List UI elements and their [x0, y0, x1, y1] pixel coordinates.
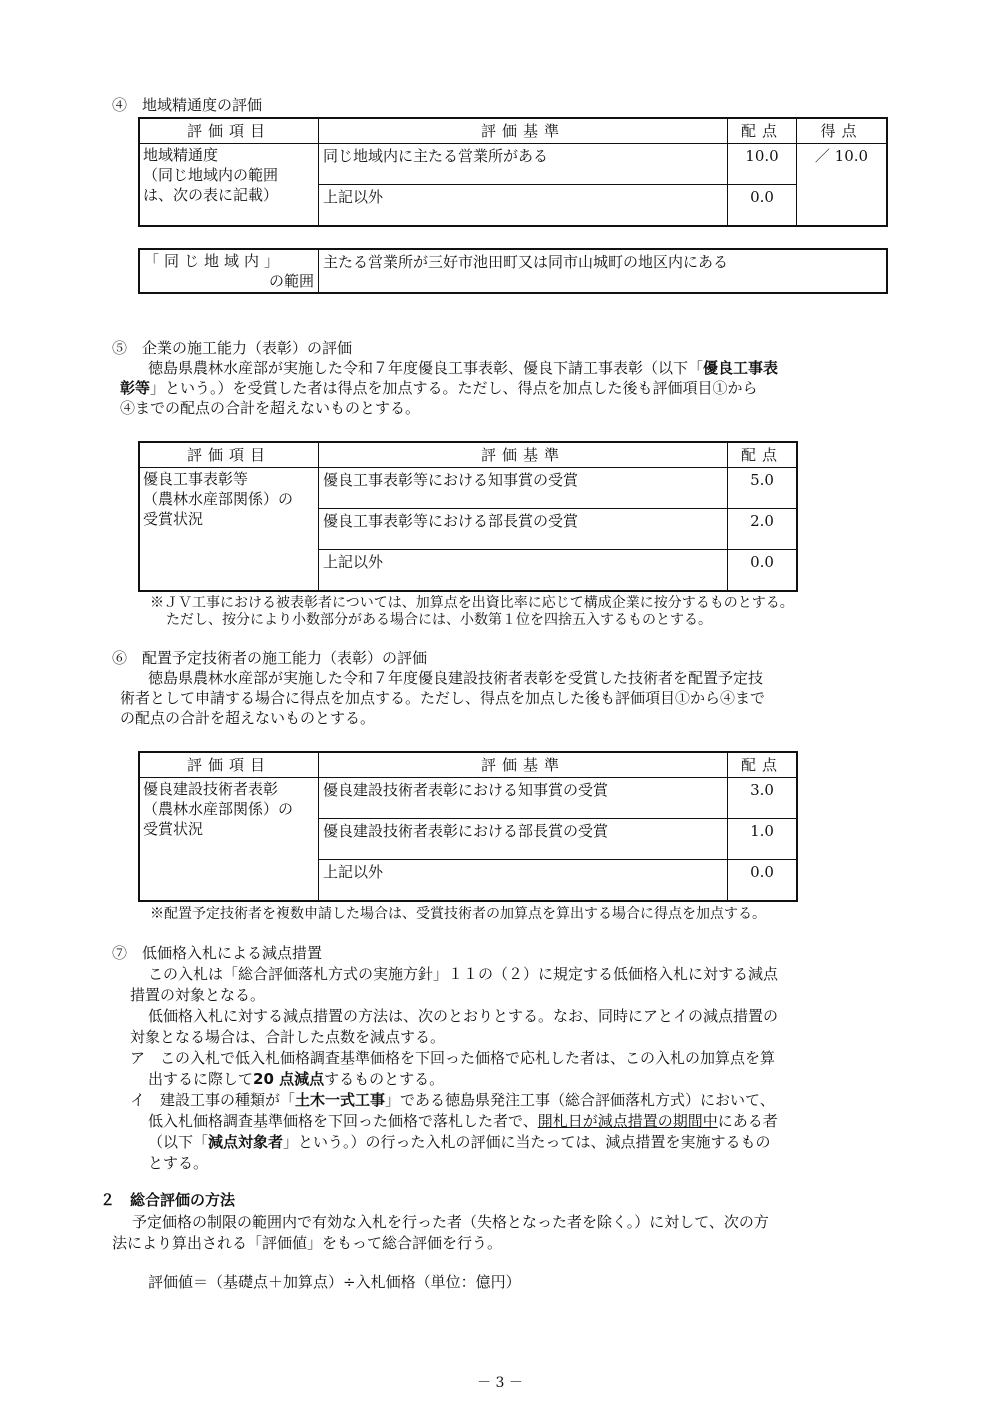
page-number: － 3 －: [477, 1375, 523, 1391]
section-2-heading: ２ 総合評価の方法: [100, 1191, 236, 1209]
header-score: 得点: [797, 118, 888, 144]
header-points: 配点: [728, 442, 798, 468]
item-line: 優良工事表彰等: [143, 470, 249, 488]
item-line: 地域精通度: [143, 146, 219, 164]
header-points: 配点: [728, 118, 797, 144]
points-cell: 5.0: [728, 468, 798, 509]
section-5-heading: ⑤ 企業の施工能力（表彰）の評価: [112, 339, 353, 357]
criteria-cell: 優良建設技術者表彰における知事賞の受賞: [319, 778, 728, 819]
item-cell: [139, 144, 319, 227]
text-span: 」という。）を受賞した者は得点を加点する。ただし、得点を加点した後も評価項目①から: [150, 379, 758, 397]
text-span: 出するに際して: [148, 1070, 254, 1088]
bold-term: 減点対象者: [208, 1133, 284, 1151]
underlined-term: 開札日が減点措置の期間中: [537, 1112, 718, 1130]
section-6-note: ※配置予定技術者を複数申請した場合は、受賞技術者の加算点を算出する場合に得点を加点する。: [150, 906, 766, 922]
text-span: 」という。）の行った入札の評価に当たっては、減点措置を実施するもの: [283, 1133, 771, 1151]
item-line: （農林水産部関係）の: [143, 800, 294, 818]
section-5-paragraph: [120, 378, 758, 398]
section-7-item-i: [130, 1090, 775, 1110]
evaluation-formula: 評価値＝（基礎点＋加算点）÷入札価格（単位：億円）: [148, 1273, 521, 1291]
bold-term: 20 点減点: [253, 1070, 325, 1088]
section-7-paragraph: 措置の対象となる。: [130, 986, 266, 1004]
section-5-note: ただし、按分により小数部分がある場合には、小数第１位を四捨五入するものとする。: [166, 612, 712, 628]
text-span: イ 建設工事の種類が「: [130, 1091, 296, 1109]
criteria-cell: 同じ地域内に主たる営業所がある: [319, 144, 728, 185]
text-span: （以下「: [148, 1133, 209, 1151]
section-2-paragraph: 予定価格の制限の範囲内で有効な入札を行った者（失格となった者を除く。）に対して、次の方: [132, 1213, 769, 1231]
section-5-note: ※ＪＶ工事における被表彰者については、加算点を出資比率に応じて構成企業に按分するものとする。: [150, 595, 794, 611]
text-span: するものとする。: [324, 1070, 445, 1088]
item-cell: [139, 468, 319, 592]
section-7-item-i: [148, 1111, 778, 1131]
text-span: にある者: [717, 1112, 778, 1130]
bold-term: 彰等: [120, 379, 151, 397]
section-6-paragraph: 徳島県農林水産部が実施した令和７年度優良建設技術者表彰を受賞した技術者を配置予定技: [148, 669, 764, 687]
bold-term: 土木一式工事: [295, 1091, 386, 1109]
criteria-cell: 優良工事表彰等における知事賞の受賞: [319, 468, 728, 509]
item-line: 受賞状況: [143, 820, 204, 838]
header-criteria: 評価基準: [319, 118, 728, 144]
text-span: 」である徳島県発注工事（総合評価落札方式）において、: [385, 1091, 775, 1109]
points-cell: 0.0: [728, 550, 798, 592]
same-region-range-table: [138, 248, 888, 294]
section-7-paragraph: 対象となる場合は、合計した点数を減点する。: [130, 1028, 446, 1046]
bold-term: 優良工事表: [703, 359, 779, 377]
regional-familiarity-table: [138, 117, 888, 227]
item-line: 受賞状況: [143, 510, 204, 528]
range-value-cell: 主たる営業所が三好市池田町又は同市山城町の地区内にある: [319, 249, 888, 293]
section-7-item-i: [148, 1132, 771, 1152]
item-line: （農林水産部関係）の: [143, 490, 294, 508]
criteria-cell: 上記以外: [319, 550, 728, 592]
header-criteria: 評価基準: [319, 442, 728, 468]
header-item: 評価項目: [139, 118, 319, 144]
points-cell: 0.0: [728, 860, 798, 902]
section-2-paragraph: 法により算出される「評価値」をもって総合評価を行う。: [112, 1234, 503, 1252]
section-7-item-a: ア この入札で低入札価格調査基準価格を下回った価格で応札した者は、この入札の加算点を算: [130, 1049, 776, 1067]
item-cell: [139, 778, 319, 902]
points-cell: 10.0: [728, 144, 797, 185]
section-4-heading: ④ 地域精通度の評価: [112, 96, 263, 114]
item-line: 優良建設技術者表彰: [143, 780, 279, 798]
criteria-cell: 上記以外: [319, 860, 728, 902]
section-6-heading: ⑥ 配置予定技術者の施工能力（表彰）の評価: [112, 649, 428, 667]
section-5-paragraph: ④までの配点の合計を超えないものとする。: [120, 399, 421, 417]
criteria-cell: 優良工事表彰等における部長賞の受賞: [319, 509, 728, 550]
header-points: 配点: [728, 752, 798, 778]
section-6-paragraph: の配点の合計を超えないものとする。: [120, 709, 376, 727]
range-label-line: の範囲: [268, 272, 314, 290]
section-5-paragraph: [148, 358, 778, 378]
section-7-paragraph: この入札は「総合評価落札方式の実施方針」１１の（２）に規定する低価格入札に対する減点: [148, 965, 779, 983]
header-item: 評価項目: [139, 752, 319, 778]
engineer-award-table: [138, 751, 798, 902]
points-cell: 2.0: [728, 509, 798, 550]
header-item: 評価項目: [139, 442, 319, 468]
section-7-item-a: [148, 1069, 444, 1089]
score-cell: ／ 10.0: [797, 144, 888, 227]
company-award-table: [138, 441, 798, 592]
criteria-cell: 優良建設技術者表彰における部長賞の受賞: [319, 819, 728, 860]
points-cell: 3.0: [728, 778, 798, 819]
item-line: は、次の表に記載）: [143, 186, 279, 204]
criteria-cell: 上記以外: [319, 185, 728, 227]
section-7-item-i: とする。: [148, 1154, 209, 1172]
section-7-heading: ⑦ 低価格入札による減点措置: [112, 944, 323, 962]
section-6-paragraph: 術者として申請する場合に得点を加点する。ただし、得点を加点した後も評価項目①から④まで: [120, 689, 766, 707]
range-label-cell: [139, 249, 319, 293]
range-label-line: 「同じ地域内」: [144, 252, 285, 270]
text-span: 徳島県農林水産部が実施した令和７年度優良工事表彰、優良下請工事表彰（以下「: [148, 359, 704, 377]
points-cell: 1.0: [728, 819, 798, 860]
text-span: 低入札価格調査基準価格を下回った価格で落札した者で、: [148, 1112, 538, 1130]
header-criteria: 評価基準: [319, 752, 728, 778]
item-line: （同じ地域内の範囲: [143, 166, 279, 184]
points-cell: 0.0: [728, 185, 797, 227]
section-7-paragraph: 低価格入札に対する減点措置の方法は、次のとおりとする。なお、同時にアとイの減点措置の: [148, 1007, 779, 1025]
